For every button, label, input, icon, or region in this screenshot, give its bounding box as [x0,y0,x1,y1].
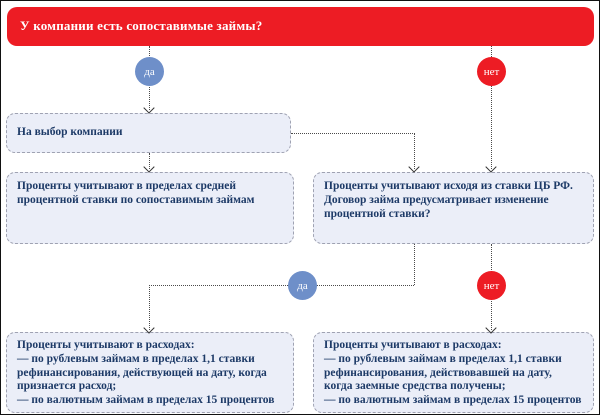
branch-yes-circle-middle [288,271,317,300]
node-company-choice-text: На выбор компании [17,126,123,138]
branch-yes-label: да [144,65,155,78]
expenses-fx-rule: — по валютным займам в пределах 15 процентов [324,394,582,407]
connector-choice-right-horizontal [291,133,415,134]
arrowhead-into-avg-rate [143,161,154,172]
expenses-title: Проценты учитывают в расходах: [324,339,502,351]
expenses-rub-rule: — по рублевым займам в пределах 1,1 ставки рефинансирования, действовавшей на дату, когда заемные средства получены; [324,352,562,393]
branch-yes-circle-top [135,57,164,86]
branch-no-label: нет [483,279,500,292]
arrowhead-into-cb-rate-right [485,161,496,172]
branch-yes-label: да [297,279,308,292]
expenses-rub-rule: — по рублевым займам в пределах 1,1 ставки рефинансирования, действующей на дату, когда признается расход; [17,352,267,393]
node-company-choice [6,113,291,153]
connector-cb-down-vertical [414,244,415,285]
connector-yes2-horizontal [149,285,414,286]
node-rate-changes-yes [6,332,294,413]
node-rate-changes-no [313,332,594,413]
node-average-rate [6,172,294,244]
branch-no-circle-top [477,57,506,86]
arrowhead-into-choice [143,102,154,113]
question-header-text: У компании есть сопоставимые займы? [20,18,263,33]
expenses-fx-rule: — по валютным займам в пределах 15 процентов [17,394,275,407]
node-cb-rate-question [313,172,594,244]
node-cb-rate-question-text: Проценты учитывают исходя из ставки ЦБ РФ. Договор займа предусматривает изменение процентной ставки? [324,180,573,220]
expenses-title: Проценты учитывают в расходах: [17,339,195,351]
node-average-rate-text: Проценты учитывают в пределах средней процентной ставки по сопоставимым займам [17,180,255,206]
branch-no-label: нет [483,65,500,78]
branch-no-circle-middle [477,271,506,300]
arrowhead-into-cb-rate-left [408,161,419,172]
question-header [7,7,594,46]
